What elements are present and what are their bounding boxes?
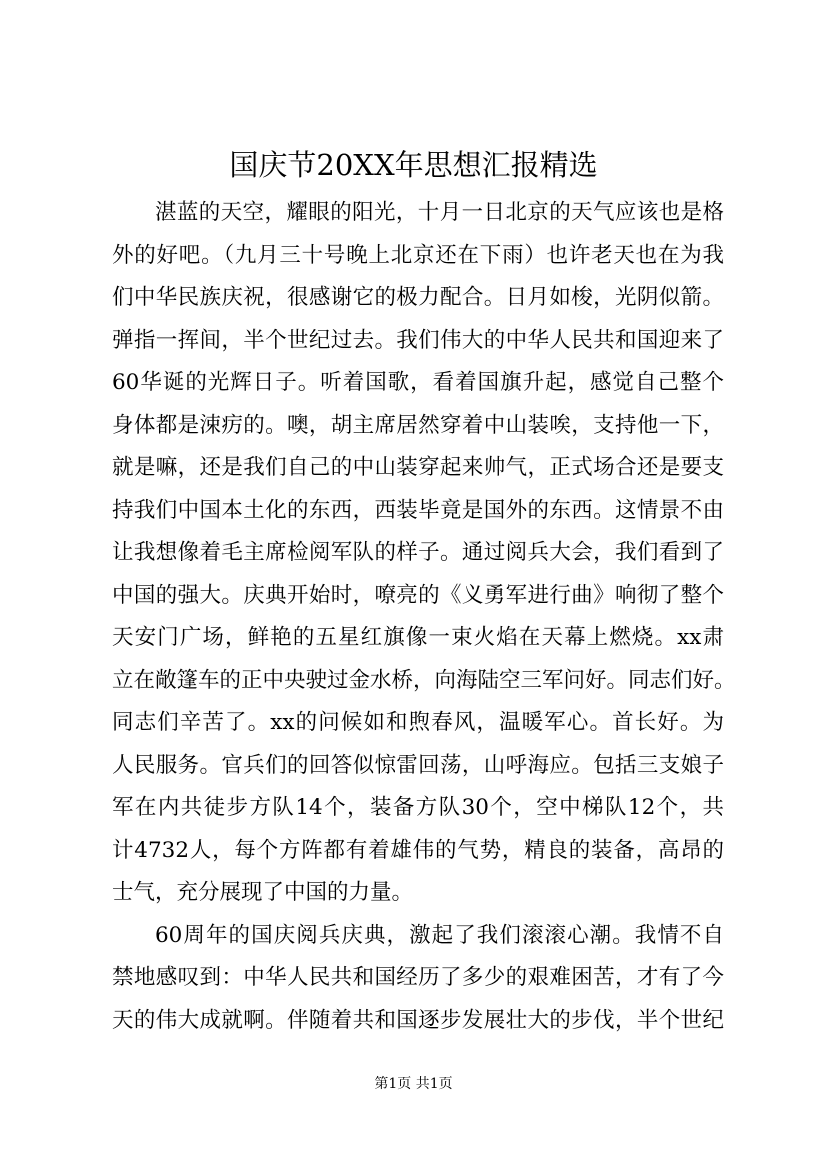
- document-body: [112, 192, 736, 1042]
- paragraph-line: 士气，充分展现了中国的力量。: [112, 880, 414, 905]
- paragraph-line: 天安门广场，鲜艳的五星红旗像一束火焰在天幕上燃烧。xx肃: [112, 625, 724, 650]
- paragraph-line: 身体都是涑疠的。噢，胡主席居然穿着中山装唉，支持他一下，: [112, 412, 724, 438]
- paragraph-line: 弹指一挥间，半个世纪过去。我们伟大的中华人民共和国迎来了: [112, 327, 724, 353]
- paragraph-line: 人民服务。官兵们的回答似惊雷回荡，山呼海应。包括三支娘子: [112, 752, 724, 778]
- paragraph-line: 们中华民族庆祝，很感谢它的极力配合。日月如梭，光阴似箭。: [112, 285, 724, 310]
- paragraph-line: 禁地感叹到：中华人民共和国经历了多少的艰难困苦，才有了今: [112, 965, 724, 990]
- paragraph-line: 同志们辛苦了。xx的问候如和煦春风，温暖军心。首长好。为: [112, 710, 724, 735]
- paragraph-line: 让我想像着毛主席检阅军队的样子。通过阅兵大会，我们看到了: [112, 540, 724, 565]
- paragraph-line: 湛蓝的天空，耀眼的阳光，十月一日北京的天气应该也是格: [155, 200, 724, 225]
- paragraph-line: 立在敞篷车的正中央驶过金水桥，向海陆空三军问好。同志们好。: [112, 667, 736, 693]
- paragraph-line: 外的好吧。（九月三十号晚上北京还在下雨）也许老天也在为我: [112, 242, 724, 268]
- page-number-footer: 第1页 共1页: [374, 1076, 453, 1092]
- paragraph-line: 60周年的国庆阅兵庆典，激起了我们滚滚心潮。我情不自: [155, 922, 724, 948]
- paragraph-line: 天的伟大成就啊。伴随着共和国逐步发展壮大的步伐，半个世纪: [112, 1007, 724, 1033]
- paragraph-line: 就是嘛，还是我们自己的中山装穿起来帅气，正式场合还是要支: [112, 455, 724, 480]
- document-title: 国庆节20XX年思想汇报精选: [229, 148, 598, 182]
- paragraph-line: 军在内共徒步方队14个，装备方队30个，空中梯队12个，共: [112, 795, 724, 820]
- paragraph-line: 60华诞的光辉日子。听着国歌，看着国旗升起，感觉自己整个: [112, 370, 724, 395]
- paragraph-line: 持我们中国本土化的东西，西装毕竟是国外的东西。这情景不由: [112, 497, 724, 523]
- paragraph-line: 计4732人，每个方阵都有着雄伟的气势，精良的装备，高昂的: [112, 837, 724, 863]
- paragraph-line: 中国的强大。庆典开始时，嘹亮的《义勇军进行曲》响彻了整个: [112, 582, 724, 608]
